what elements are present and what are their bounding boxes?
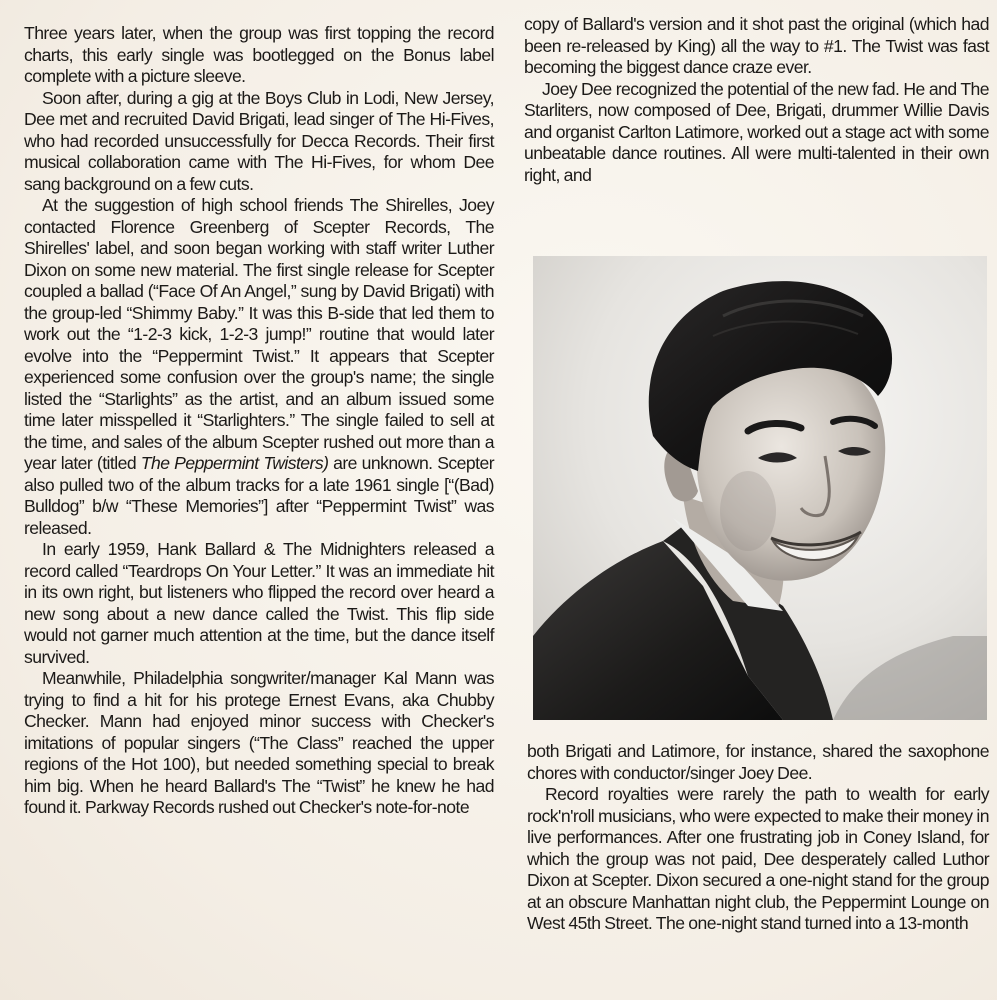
paragraph [24,195,494,539]
paragraph: both Brigati and Latimore, for instance, shared the saxophone chores with conductor/singer Joey Dee. [527,741,989,783]
paragraph: copy of Ballard's version and it shot past the original (which had been re-released by King) all the way to #1. The Twist was fast becoming the biggest dance craze ever. [524,14,989,77]
paragraph: In early 1959, Hank Ballard & The Midnighters released a record called “Teardrops On Your Letter.” It was an immediate hit in its own right, but listeners who flipped the record over heard a new song about a new dance called the Twist. This flip side would not garner much attention at the time, but the dance itself survived. [24,539,494,667]
right-text-column-bottom [527,741,989,935]
portrait-photo [533,256,987,720]
paragraph-text: are unknown. Scepter also pulled two of the album tracks for a late 1961 single [“(Bad) Bulldog” b/w “These Memories”] after “Peppermint Twist” was released. [24,453,495,538]
paragraph: Meanwhile, Philadelphia songwriter/manager Kal Mann was trying to find a hit for his protege Ernest Evans, aka Chubby Checker. Mann had enjoyed minor success with Checker's imitations of popular singers (“The Class” reached the upper regions of the Hot 100), but needed something special to break him big. When he heard Ballard's The “Twist” he knew he had found it. Parkway Records rushed out Checker's note-for-note [24,668,494,817]
right-text-column-top [524,14,989,186]
paragraph: Joey Dee recognized the potential of the new fad. He and The Starliters, now composed of Dee, Brigati, drummer Willie Davis and organist Carlton Latimore, worked out a stage act with some unbeatable dance routines. All were multi-talented in their own right, and [524,78,989,185]
left-text-column [24,23,494,819]
paragraph: Three years later, when the group was first topping the record charts, this early single was bootlegged on the Bonus label complete with a picture sleeve. [24,23,494,86]
paragraph-text: At the suggestion of high school friends The Shirelles, Joey contacted Florence Greenberg of Scepter Records, The Shirelles' label, and soon began working with staff writer Luther Dixon on some new material. The first single release for Scepter coupled a ballad (“Face Of An Angel,” sung by David Brigati) with the group-led “Shimmy Baby.” It was this B-side that led them to work out the “1-2-3 kick, 1-2-3 jump!” routine that would later evolve into the “Peppermint Twist.” It appears that Scepter experienced some confusion over the group's name; the single listed the “Starlights” as the artist, and an album issued some time later misspelled it “Starlighters.” The single failed to sell at the time, and sales of the album Scepter rushed out more than a year later (titled [24,195,494,473]
paragraph: Soon after, during a gig at the Boys Club in Lodi, New Jersey, Dee met and recruited David Brigati, lead singer of The Hi-Fives, who had recorded unsuccessfully for Decca Records. Their first musical collaboration came with The Hi-Fives, for whom Dee sang background on a few cuts. [24,87,494,194]
album-title: The Peppermint Twisters) [140,453,329,473]
paragraph: Record royalties were rarely the path to wealth for early rock'n'roll musicians, who were expected to make their money in live performances. After one frustrating job in Coney Island, for which the group was not paid, Dee desperately called Luthor Dixon at Scepter. Dixon secured a one-night stand for the group at an obscure Manhattan night club, the Peppermint Lounge on West 45th Street. The one-night stand turned into a 13-month [527,784,989,933]
